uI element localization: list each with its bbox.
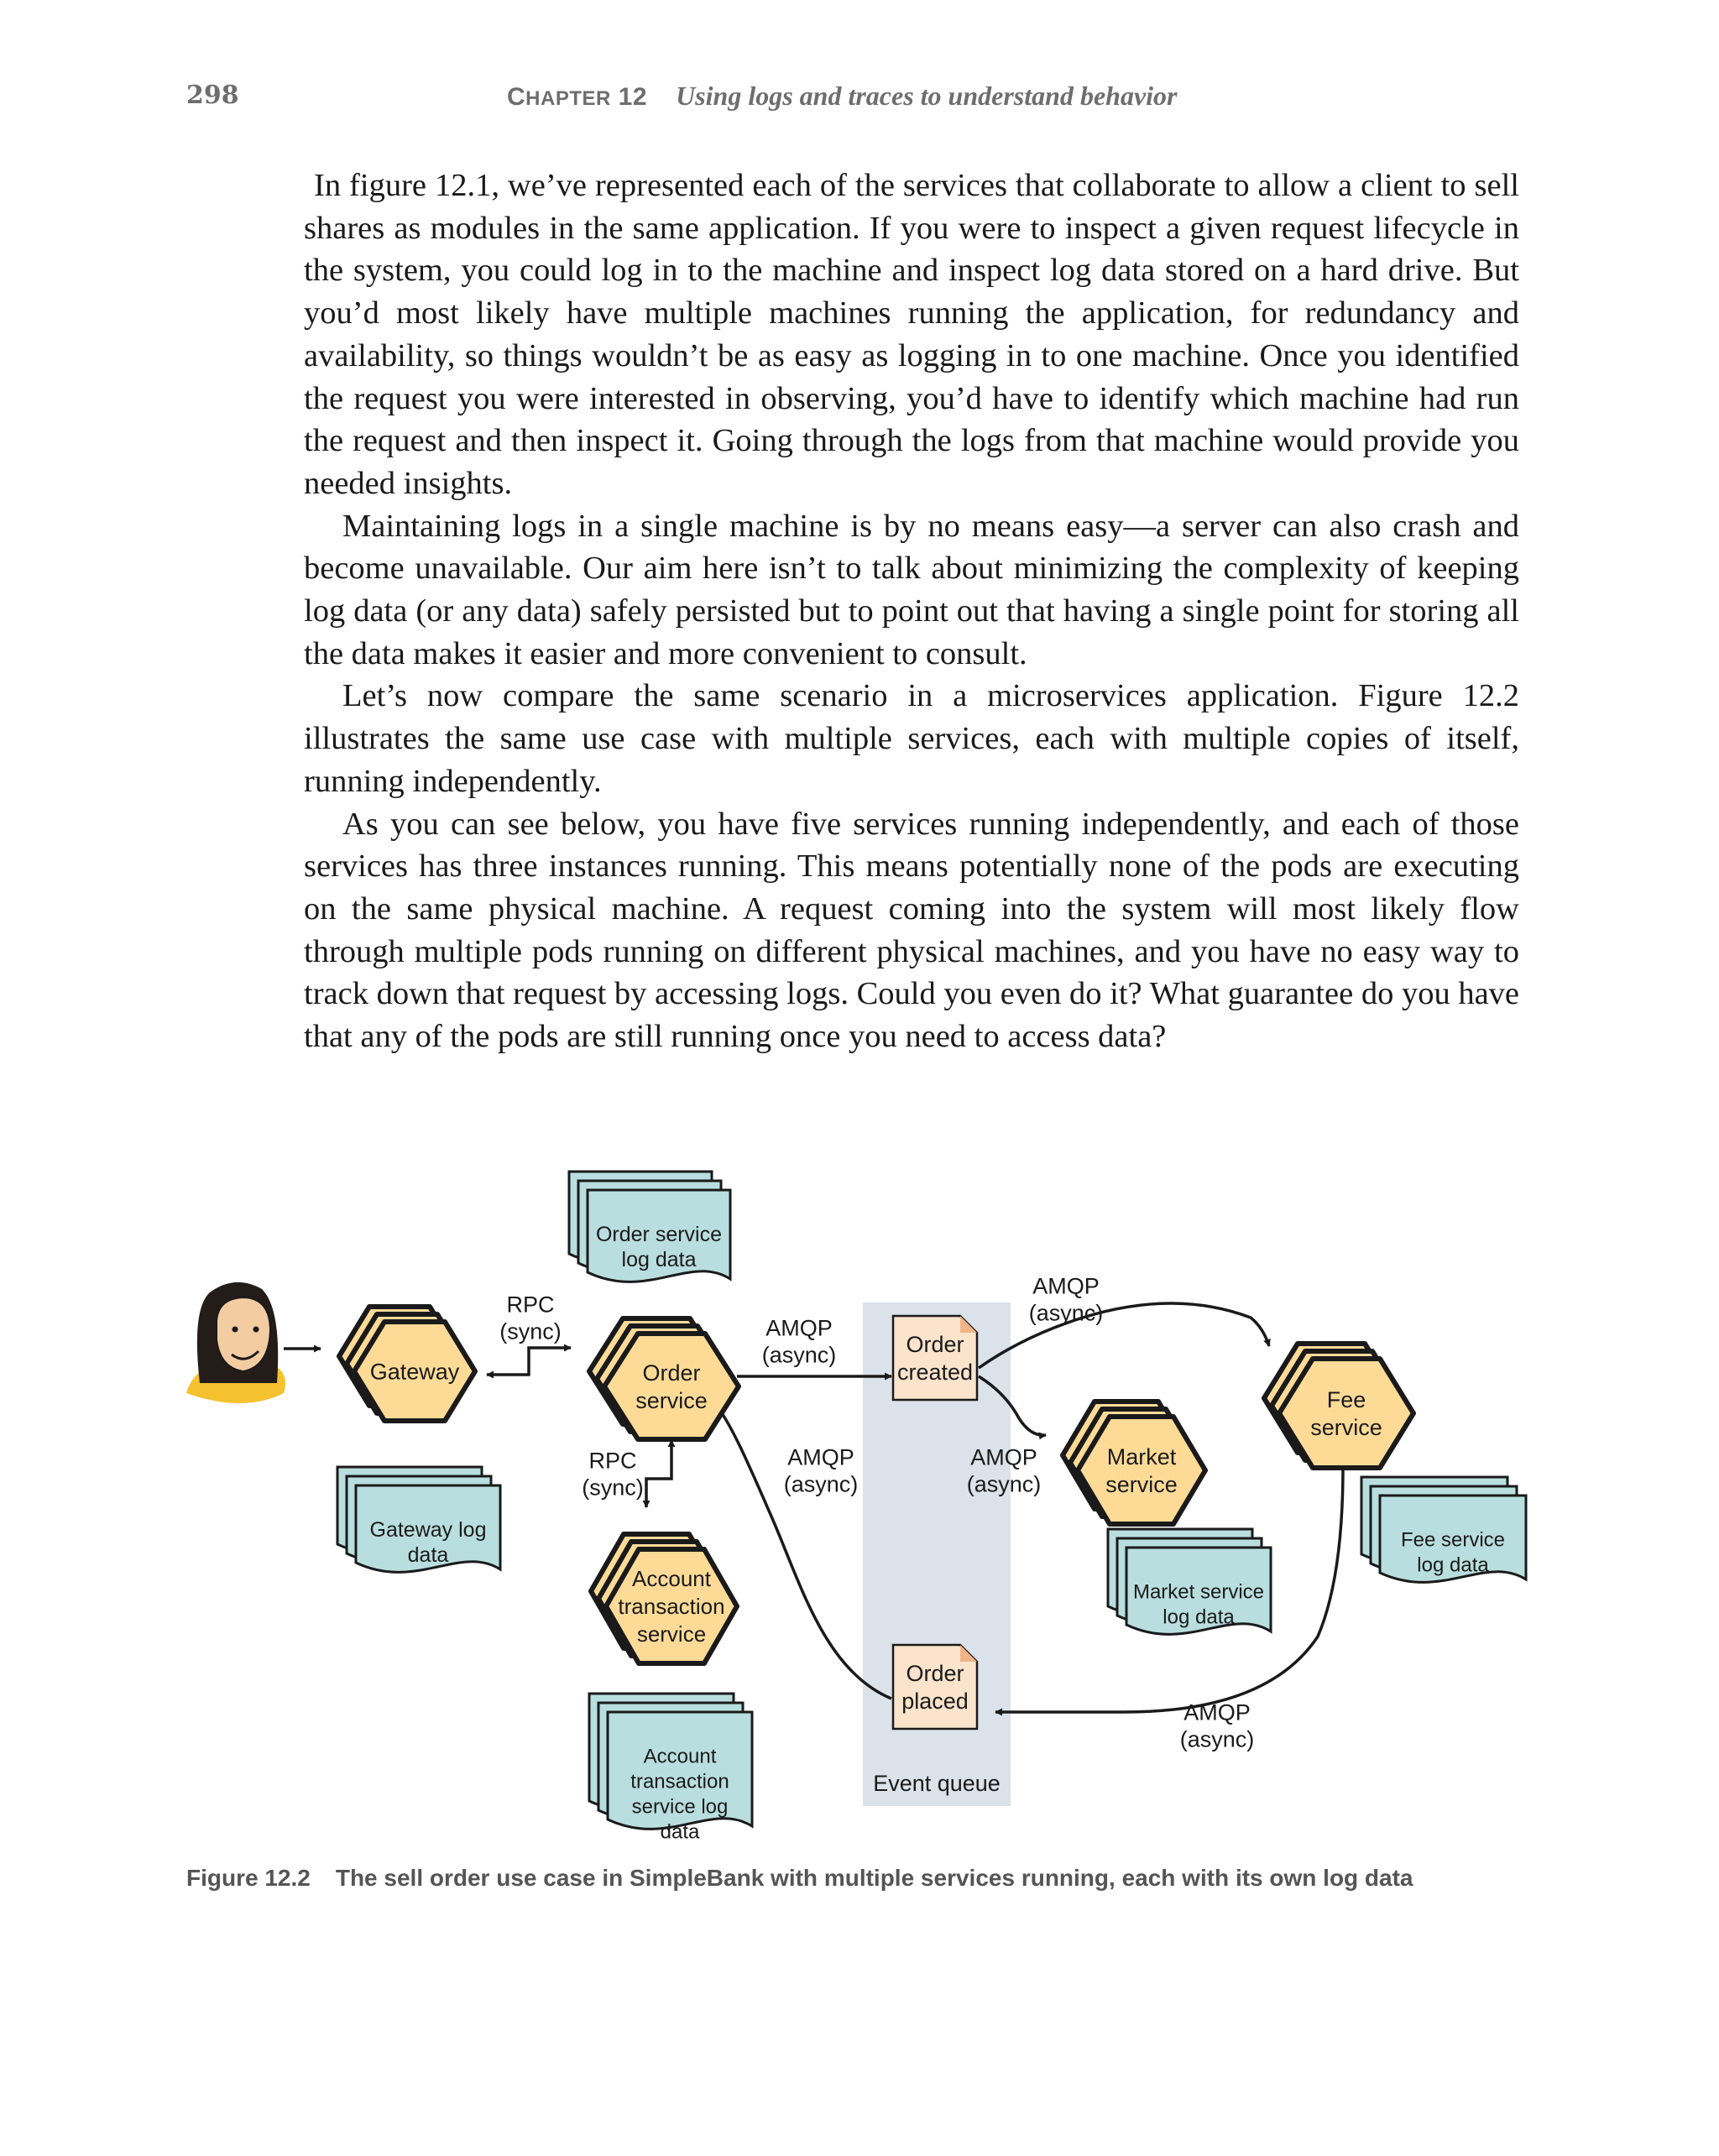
protocol-label: AMQP <box>765 1315 833 1341</box>
protocol-label: AMQP <box>970 1444 1037 1470</box>
account-log-label: transaction <box>630 1770 729 1793</box>
market-log-label: Market service <box>1132 1580 1265 1604</box>
order-created-event <box>893 1316 977 1400</box>
order-placed-event <box>893 1645 977 1729</box>
fee-service-label: Fee <box>1326 1386 1366 1412</box>
paragraph: Maintaining logs in a single machine is by no means easy—a server can also crash and become unavailable. Our aim here isn’t to talk about minimizing the complexity of keeping log data (or any data) safely persisted but to point out that having a single point for storing all the data makes it easier and more convenient to consult. <box>304 508 1519 671</box>
fee-service-label: service <box>1310 1414 1382 1440</box>
protocol-label: AMQP <box>787 1444 854 1470</box>
arrow-order-account-rpc <box>646 1440 671 1507</box>
fee-log-label: log data <box>1417 1553 1489 1577</box>
gateway-log-label: data <box>407 1543 449 1567</box>
order-service-label: Order <box>642 1360 701 1386</box>
protocol-label: (sync) <box>582 1475 644 1501</box>
protocol-label: AMQP <box>1183 1699 1251 1725</box>
account-log-label: service log <box>631 1795 729 1819</box>
order-created-label: Order <box>906 1331 964 1357</box>
caption-number: Figure 12.2 <box>186 1865 311 1891</box>
arrow-gateway-order-rpc <box>487 1348 571 1375</box>
protocol-label: (async) <box>1028 1300 1104 1326</box>
page-number: 298 <box>186 81 239 110</box>
gateway-service-label: Gateway <box>369 1359 460 1385</box>
chapter-title: Using logs and traces to understand behavior <box>676 81 1178 111</box>
account-log-label: data <box>660 1820 700 1844</box>
order-placed-label: placed <box>901 1688 969 1714</box>
order-log-label: log data <box>621 1247 697 1271</box>
fee-log-label: Fee service <box>1400 1528 1506 1552</box>
order-created-label: created <box>896 1359 974 1385</box>
account-log-label: Account <box>643 1745 717 1768</box>
market-log-label: log data <box>1163 1605 1235 1629</box>
account-service-label: service <box>636 1621 707 1647</box>
figure-caption <box>186 1865 1413 1892</box>
caption-text: The sell order use case in SimpleBank with multiple services running, each with its own log data <box>335 1865 1413 1891</box>
order-log-label: Order service <box>595 1222 723 1246</box>
protocol-label: AMQP <box>1032 1273 1100 1299</box>
event-queue-label: Event queue <box>873 1771 1001 1796</box>
paragraph: In figure 12.1, we’ve represented each of the services that collaborate to allow a client to sell shares as modules in the same application. If you were to inspect a given request lifecycle in the system, you could log in to the machine and inspect log data stored on a hard drive. But you’d most likely have multiple machines running the application, for redundancy and availability, so things wouldn’t be as easy as logging in to one machine. Once you identified the request you were interested in observing, you’d have to identify which machine had run the request and then inspect it. Going through the logs from that machine would provide you needed insights. <box>304 168 1519 501</box>
market-service-label: Market <box>1106 1443 1177 1470</box>
chapter-label: CHAPTER 12 <box>507 83 648 111</box>
paragraph: As you can see below, you have five services running independently, and each of those services has three instances running. This means potentially none of the pods are executing on the same physical machine. A request coming into the system will most likely flow through multiple pods running on different physical machines, and you have no easy way to track down that request by accessing logs. Could you even do it? What guarantee do you have that any of the pods are still running once you need to access data? <box>304 806 1519 1055</box>
account-service-label: Account <box>632 1566 711 1592</box>
protocol-label: (async) <box>783 1471 859 1497</box>
protocol-label: (async) <box>761 1342 837 1368</box>
protocol-label: (async) <box>1179 1726 1255 1752</box>
paragraph: Let’s now compare the same scenario in a microservices application. Figure 12.2 illustrates the same use case with multiple services, each with multiple copies of itself, running independently. <box>304 678 1519 799</box>
protocol-label: RPC <box>588 1448 637 1474</box>
user-avatar-icon <box>186 1282 285 1403</box>
arrow-created-to-fee <box>979 1303 1269 1368</box>
protocol-label: (async) <box>966 1471 1042 1497</box>
market-service-label: service <box>1105 1471 1178 1497</box>
order-service-label: service <box>635 1387 708 1413</box>
order-placed-label: Order <box>906 1660 964 1686</box>
account-service-label: transaction <box>618 1594 725 1620</box>
protocol-label: RPC <box>506 1292 555 1318</box>
gateway-log-label: Gateway log <box>369 1517 487 1542</box>
protocol-label: (sync) <box>499 1318 562 1344</box>
